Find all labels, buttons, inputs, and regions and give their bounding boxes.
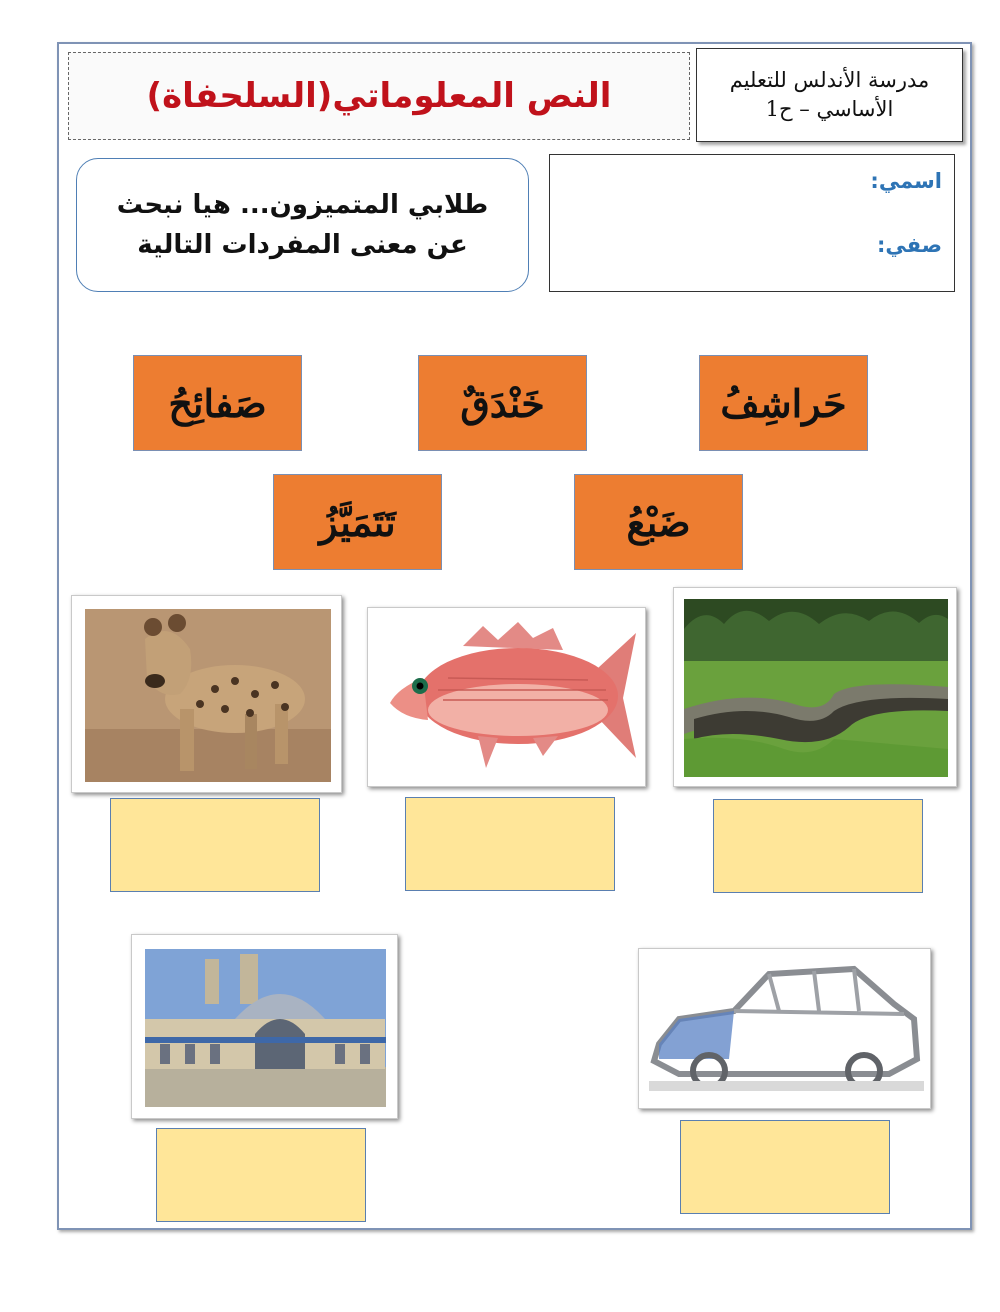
vocab-word: حَراشِفُ	[720, 380, 847, 426]
vocab-word: ضَبْعُ	[626, 499, 691, 545]
vocab-card-hyena[interactable]	[574, 474, 743, 570]
vocab-card-distinguished[interactable]	[273, 474, 442, 570]
instruction-line-2: عن معنى المفردات التالية	[137, 230, 468, 260]
answer-box-car-frame[interactable]	[680, 1120, 890, 1214]
title-box	[68, 52, 690, 140]
vocab-card-trench[interactable]	[418, 355, 587, 451]
trench-photo-icon	[673, 587, 957, 787]
instruction-bubble	[76, 158, 529, 292]
instruction-line-1: طلابي المتميزون... هيا نبحث	[116, 189, 489, 220]
school-name-line-2: الأساسي – ح1	[765, 97, 894, 121]
answer-box-fish[interactable]	[405, 797, 615, 891]
school-name-line-1: مدرسة الأندلس للتعليم	[729, 67, 930, 92]
vocab-card-scales[interactable]	[699, 355, 868, 451]
vocab-word: صَفائِحُ	[168, 380, 267, 426]
answer-box-building[interactable]	[156, 1128, 366, 1222]
fish-photo-icon	[367, 607, 646, 787]
building-photo-icon	[131, 934, 398, 1119]
school-name-box	[696, 48, 963, 142]
car-frame-photo-icon	[638, 948, 931, 1109]
worksheet-title: النص المعلوماتي(السلحفاة)	[146, 76, 612, 116]
class-label: صفي:	[876, 233, 942, 257]
student-info-box[interactable]	[549, 154, 955, 292]
vocab-word: تَتَمَيَّزُ	[319, 499, 396, 545]
hyena-photo-icon	[71, 595, 342, 793]
vocab-word: خَنْدَقٌ	[460, 380, 545, 426]
vocab-card-plates[interactable]	[133, 355, 302, 451]
answer-box-trench[interactable]	[713, 799, 923, 893]
name-label: اسمي:	[870, 169, 942, 193]
answer-box-hyena[interactable]	[110, 798, 320, 892]
